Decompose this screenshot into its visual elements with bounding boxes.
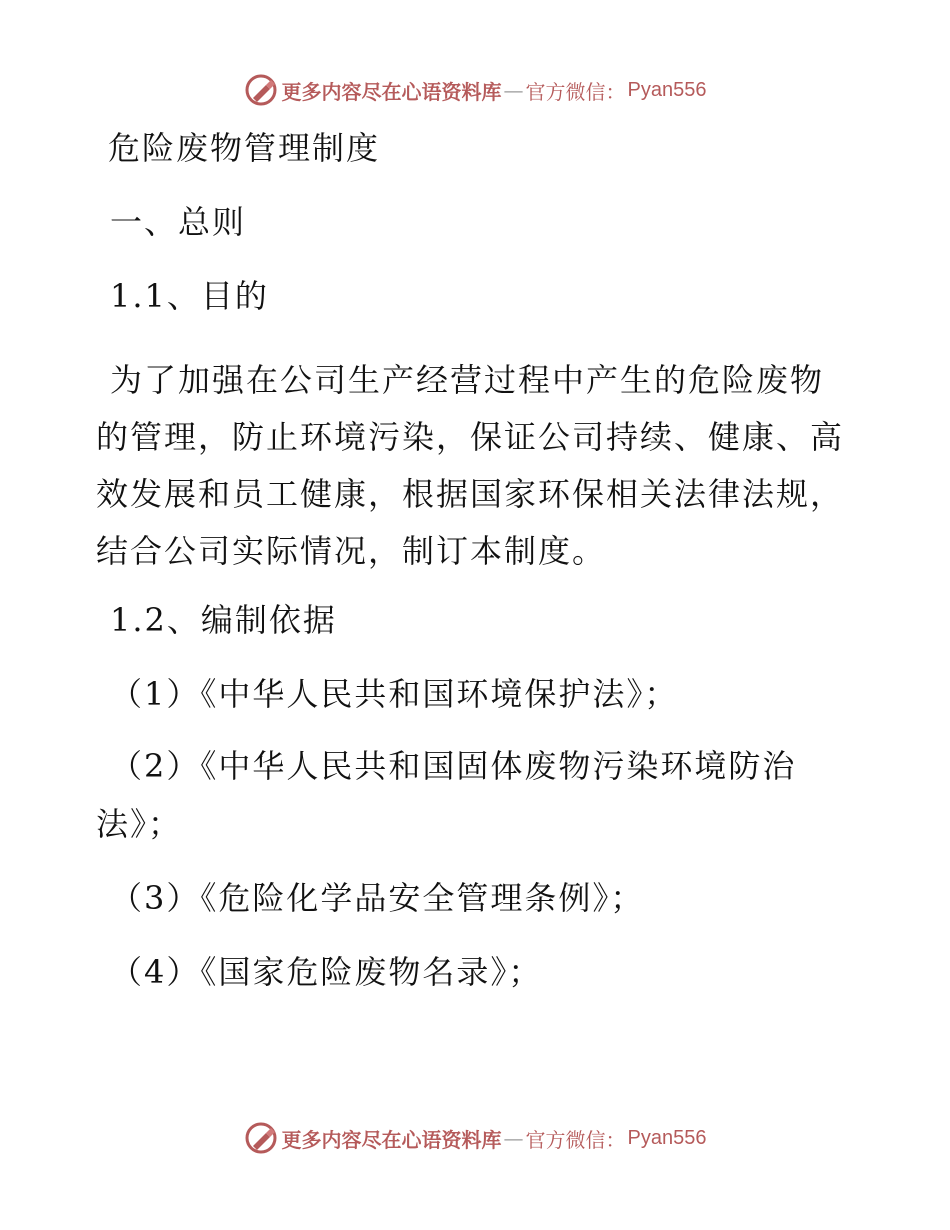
banner-text: 更多内容尽在心语资料库 [281, 1127, 502, 1152]
subsection-heading-purpose: 1.1、目的 [110, 277, 269, 315]
purpose-line: 的管理，防止环境污染，保证公司持续、健康、高 [96, 418, 845, 456]
purpose-line: 效发展和员工健康，根据国家环保相关法律法规， [96, 475, 845, 513]
pen-nib-logo-icon [244, 73, 278, 107]
basis-item-2-continuation: 法》； [96, 805, 183, 843]
banner-contact-label: 官方微信： [525, 79, 626, 104]
banner-wechat-id: Pyan556 [627, 1126, 707, 1149]
banner-text: 更多内容尽在心语资料库 [281, 79, 502, 104]
purpose-line: 结合公司实际情况，制订本制度。 [96, 532, 607, 570]
banner-wechat-id: Pyan556 [627, 78, 707, 101]
subsection-heading-basis: 1.2、编制依据 [110, 601, 337, 639]
pen-nib-logo-icon [244, 1121, 278, 1155]
section-heading-general: 一、总则 [110, 203, 247, 241]
basis-item-1: （1）《中华人民共和国环境保护法》； [110, 675, 679, 713]
banner-dash: — [503, 78, 524, 102]
purpose-paragraph [96, 352, 856, 580]
banner-contact-label: 官方微信： [525, 1127, 626, 1152]
basis-item-3: （3）《危险化学品安全管理条例》； [110, 879, 645, 917]
purpose-line: 为了加强在公司生产经营过程中产生的危险废物 [110, 361, 825, 399]
basis-item-4: （4）《国家危险废物名录》； [110, 953, 543, 991]
document-title: 危险废物管理制度 [108, 129, 381, 167]
header-banner [0, 70, 950, 110]
banner-dash: — [503, 1126, 524, 1150]
basis-item-2: （2）《中华人民共和国固体废物污染环境防治 [110, 747, 797, 785]
footer-banner [0, 1118, 950, 1158]
